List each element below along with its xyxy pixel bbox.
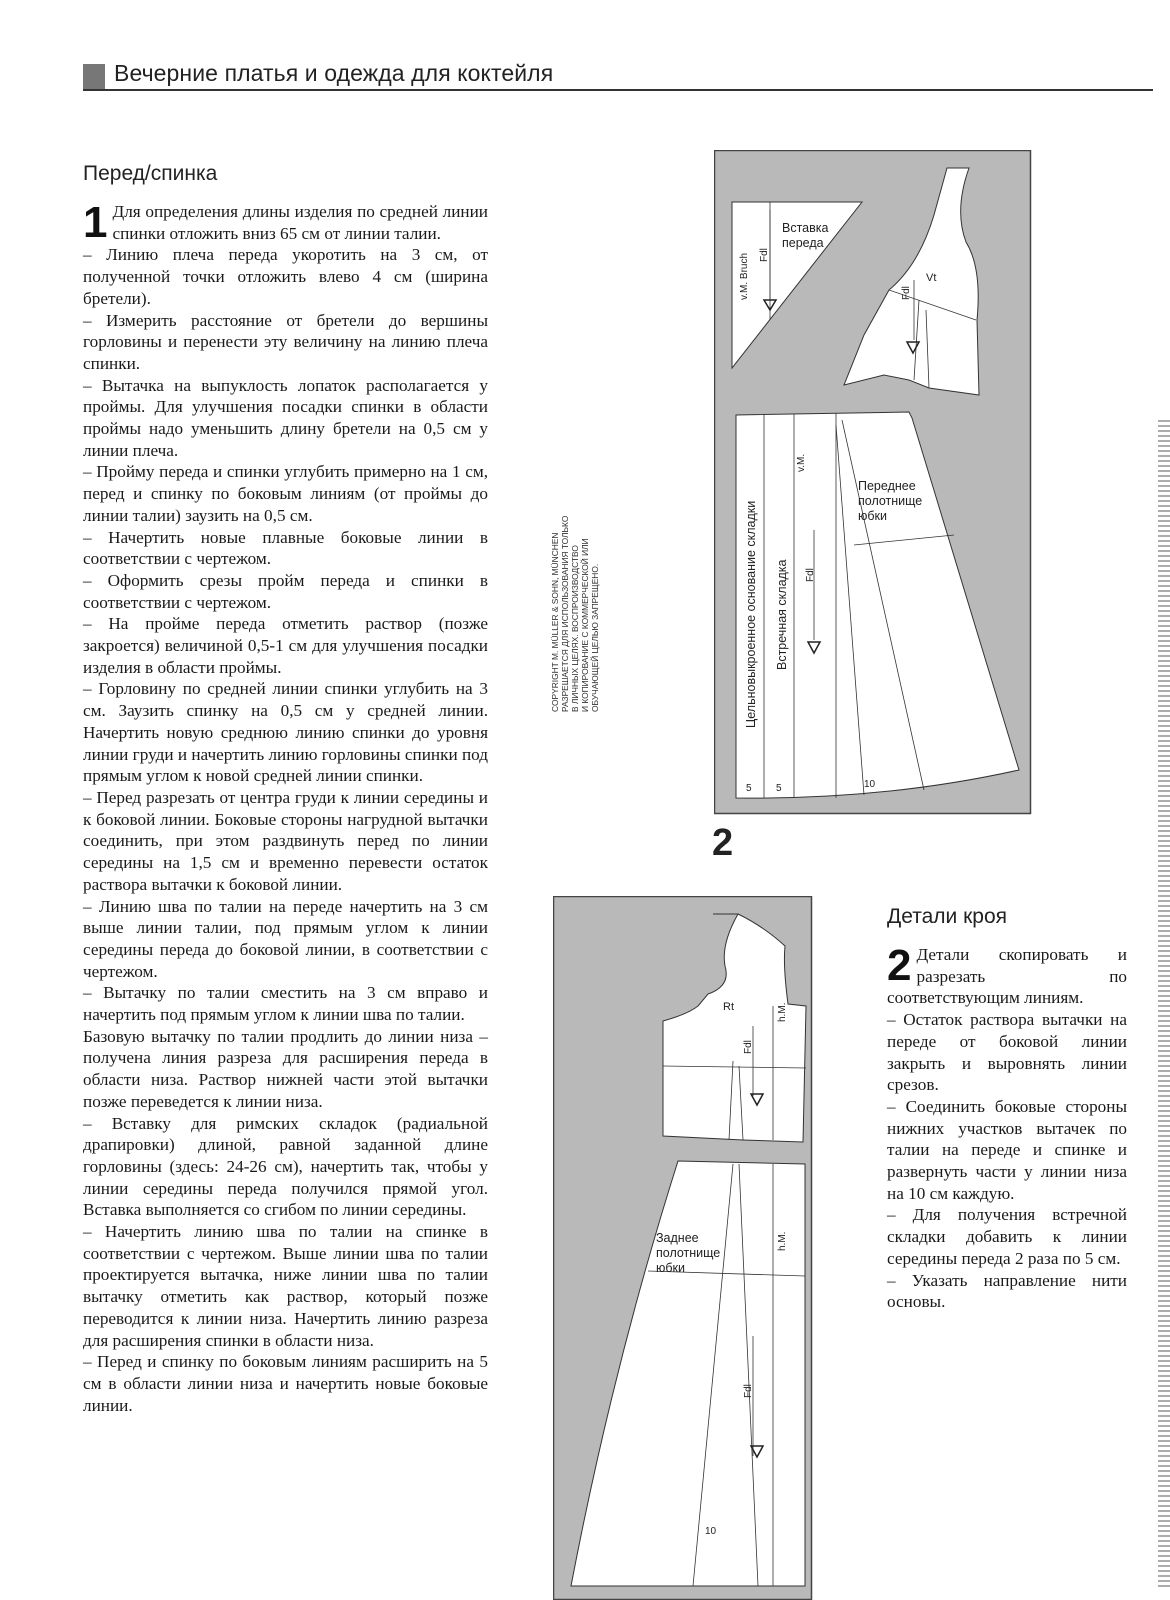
center-back-label: h.M. — [777, 1002, 788, 1022]
grainline-label: Fdl — [805, 568, 816, 582]
paragraph: – Начертить линию шва по талии на спинке в соответствии с чертежом. Выше линии шва по талии проектируется вытачка, ниже линии шва по талии вытачку отметить как раствор, который позже переводится к линии низа. Начертить линию разреза для расширения спинки в области низа. — [83, 1222, 488, 1350]
paragraph: – Вытачку по талии сместить на 3 см вправо и начертить под прямым углом к линии шва по талии. — [83, 983, 488, 1025]
paragraph: – Соединить боковые стороны нижних участков вытачек по талии на переде и спинке и развернуть части у линии низа на 10 см каждую. — [887, 1096, 1127, 1203]
section2-number: 2 — [887, 941, 912, 990]
copyright-line: РАЗРЕШАЕТСЯ ДЛЯ ИСПОЛЬЗОВАНИЯ ТОЛЬКО — [560, 515, 570, 712]
fold-base-label: Цельновыкроенное основание складки — [744, 500, 758, 728]
insert-label: Вставка — [782, 221, 829, 235]
paragraph: – Вставку для римских складок (радиальной драпировки) длиной, равной заданной длине горловины (здесь: 24-26 см), начертить так, чтобы у линии середины переда получился прямой угол. Вставка выполняется со сгибом по линии середины. — [83, 1113, 488, 1220]
fold-line-label: v.M. Bruch — [739, 252, 750, 300]
section1-text — [83, 198, 488, 1416]
front-marker-label: Vt — [926, 272, 937, 284]
insert-label: переда — [782, 236, 824, 250]
grainline-label: Fdl — [743, 1040, 754, 1054]
page-edge-texture — [1158, 420, 1170, 1590]
copyright-line: В ЛИЧНЫХ ЦЕЛЯХ. ВОСПРОИЗВОДСТВО — [570, 545, 580, 712]
paragraph: – Остаток раствора вытачки на переде от боковой линии закрыть и выровнять линии срезов. — [887, 1010, 1127, 1095]
measure-label: 5 — [746, 783, 752, 794]
header-marker — [83, 64, 105, 90]
paragraph: – Указать направление нити основы. — [887, 1270, 1127, 1312]
paragraph: Для определения длины изделия по средней линии спинки отложить вниз 65 см от линии талии. — [112, 202, 488, 243]
paragraph: – Горловину по средней линии спинки углубить на 3 см. Заузить спинку на 0,5 см у средней линии. Начертить новую среднюю линию спинки до уровня линии груди и начертить линию горловины спинки под прямым углом к новой средней линии спинки. — [83, 679, 488, 786]
paragraph: – Для получения встречной складки добавить к линии середины переда 2 раза по 5 см. — [887, 1205, 1127, 1268]
measure-label: 10 — [864, 779, 876, 790]
front-skirt-label: полотнище — [858, 494, 923, 508]
front-skirt-label: юбки — [858, 509, 887, 523]
center-front-label: v.M. — [796, 453, 807, 472]
back-skirt-label: Заднее — [656, 1231, 699, 1245]
measure-label: 10 — [705, 1526, 717, 1537]
paragraph: – Оформить срезы пройм переда и спинки в соответствии с чертежом. — [83, 570, 488, 612]
section1-number: 1 — [83, 198, 108, 247]
paragraph: – Измерить расстояние от бретели до вершины горловины и перенести эту величину на линию плеча спинки. — [83, 310, 488, 373]
paragraph: – На пройме переда отметить раствор (позже закроется) величиной 0,5-1 см для улучшения посадки изделия в области проймы. — [83, 614, 488, 677]
paragraph: Детали скопировать и разрезать по соответствующим линиям. — [887, 945, 1127, 1008]
measure-label: 5 — [776, 783, 782, 794]
paragraph: – Перед и спинку по боковым линиям расширить на 5 см в области линии низа и начертить новые боковые линии. — [83, 1352, 488, 1415]
box-pleat-label: Встречная складка — [775, 559, 789, 670]
grainline-label: Fdl — [759, 248, 770, 262]
back-pattern-panel — [553, 896, 813, 1600]
back-skirt-label: юбки — [656, 1261, 685, 1275]
paragraph: – Линию шва по талии на переде начертить на 3 см выше линии талии, под прямым углом к линии середины переда до боковой линии, в соответствии с чертежом. — [83, 896, 488, 981]
figure-number: 2 — [712, 822, 734, 864]
grainline-label: Fdl — [743, 1384, 754, 1398]
copyright-line: COPYRIGHT M. MÜLLER & SOHN, MÜNCHEN — [550, 532, 560, 712]
back-marker-label: Rt — [723, 1001, 734, 1013]
center-back-label: h.M. — [777, 1231, 788, 1251]
page-header-title: Вечерние платья и одежда для коктейля — [114, 60, 554, 86]
copyright-line: ОБУЧАЮЩЕЙ ЦЕЛЬЮ ЗАПРЕЩЕНО. — [590, 563, 600, 712]
section2-heading: Детали кроя — [887, 905, 1008, 928]
copyright-line: И КОПИРОВАНИЕ С КОММЕРЧЕСКОЙ ИЛИ — [580, 538, 590, 712]
front-skirt-label: Переднее — [858, 479, 916, 493]
paragraph: – Начертить новые плавные боковые линии в соответствии с чертежом. — [83, 527, 488, 569]
grainline-label: Fdl — [901, 286, 912, 300]
back-skirt-label: полотнище — [656, 1246, 721, 1260]
front-pattern-panel — [714, 150, 1032, 815]
section2-text — [887, 941, 1127, 1313]
paragraph: – Вытачка на выпуклость лопаток располагается у проймы. Для улучшения посадки спинки в области проймы надо уменьшить длину бретели на 0,5 см у линии плеча. — [83, 375, 488, 460]
paragraph: Базовую вытачку по талии продлить до линии низа – получена линия разреза для расширения переда в области низа. Раствор нижней части этой вытачки позже переведется к линии низа. — [83, 1026, 488, 1111]
header-rule — [83, 89, 1153, 91]
copyright-notice — [550, 472, 600, 712]
paragraph: – Линию плеча переда укоротить на 3 см, от полученной точки отложить влево 4 см (ширина бретели). — [83, 245, 488, 308]
section1-heading: Перед/спинка — [83, 162, 218, 185]
paragraph: – Пройму переда и спинки углубить примерно на 1 см, перед и спинку по боковым линиям (от проймы до линии талии) заузить на 0,5 см. — [83, 462, 488, 525]
paragraph: – Перед разрезать от центра груди к линии середины и к боковой линии. Боковые стороны нагрудной вытачки соединить, при этом раздвинуть перед по линии середины на 1,5 см и временно перевести остаток раствора вытачки к боковой линии. — [83, 787, 488, 894]
